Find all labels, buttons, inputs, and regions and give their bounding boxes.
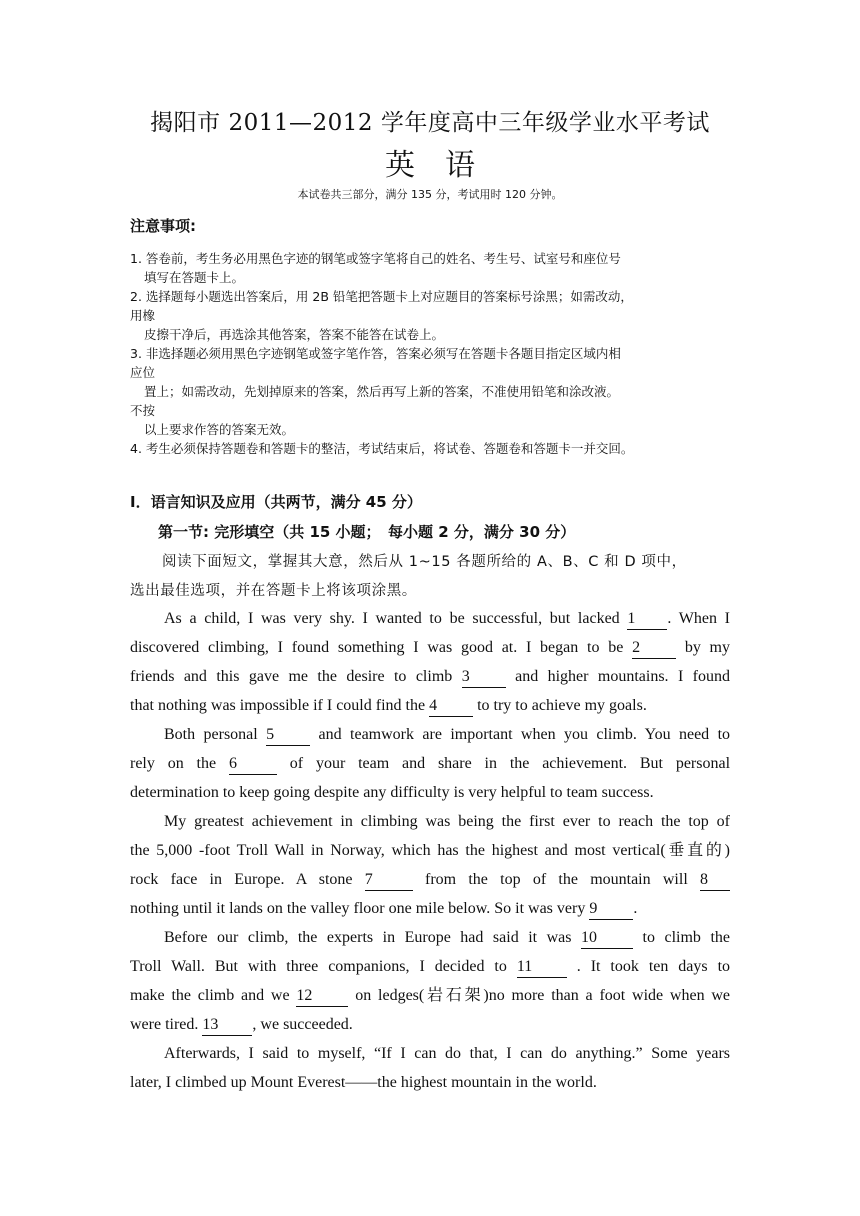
passage-line [130,807,730,836]
instruction-line: 阅读下面短文，掌握其大意，然后从 1~15 各题所给的 A、B、C 和 D 项中， [162,554,687,570]
passage-text: from the top of the mountain will [425,871,688,888]
blank-12: 12 [296,986,348,1007]
passage-text: friends and this gave me the desire to climb [130,668,453,685]
passage-text: the 5,000 -foot Troll Wall in Norway, which has the highest and most vertical(垂直的) [130,842,730,859]
passage-text: As a child, I was very shy. I wanted to be successful, but lacked [164,610,620,627]
passage-text: to try to achieve my goals. [477,697,647,714]
passage-line [130,778,730,807]
blank-7: 7 [365,870,413,891]
passage-line [130,1010,730,1039]
passage-text: were tired. [130,1016,199,1033]
passage-text: and teamwork are important when you climb. You need to [318,726,731,743]
notice-line: 4. 考生必须保持答题卷和答题卡的整洁，考试结束后，将试卷、答题卷和答题卡一并交回。 [130,441,634,456]
blank-13: 13 [202,1015,252,1036]
part-heading: I．语言知识及应用（共两节，满分 45 分） [130,493,422,511]
blank-8: 8 [700,870,730,891]
passage-text: on ledges(岩石架)no more than a foot wide when we [355,987,731,1004]
blank-9: 9 [589,899,633,920]
notice-line: 1. 答卷前，考生务必用黑色字迹的钢笔或签字笔将自己的姓名、考生号、试室号和座位号 [130,251,621,266]
passage-text: determination to keep going despite any difficulty is very helpful to team success. [130,784,654,801]
blank-2: 2 [632,638,676,659]
passage-text: rock face in Europe. A stone [130,871,353,888]
passage-text: make the climb and we [130,987,290,1004]
notice-line: 2. 选择题每小题选出答案后，用 2B 铅笔把答题卡上对应题目的答案标号涂黑；如需改动， [130,289,633,304]
notice-line: 填写在答题卡上。 [144,270,245,285]
passage-line [130,1039,730,1068]
passage-text: of your team and share in the achievement. But personal [289,755,731,772]
passage-text: by my [684,639,731,656]
passage-text: Afterwards, I said to myself, “If I can do that, I can do anything.” Some years [164,1045,730,1062]
passage-line [130,865,730,894]
cloze-passage [130,604,730,1097]
notice-line: 3. 非选择题必须用黑色字迹钢笔或签字笔作答，答案必须写在答题卡各题目指定区域内相 [130,346,621,361]
passage-text: . It took ten days to [576,958,731,975]
notice-line: 不按 [130,403,156,418]
section-heading: 第一节: 完形填空（共 15 小题； 每小题 2 分，满分 30 分） [158,523,576,541]
blank-1: 1 [627,609,667,630]
notice-line: 应位 [130,365,156,380]
passage-text: and higher mountains. I found [515,668,731,685]
notice-line: 置上；如需改动，先划掉原来的答案，然后再写上新的答案，不准使用铅笔和涂改液。 [144,384,620,399]
blank-11: 11 [517,957,567,978]
passage-line [130,720,730,749]
passage-text: nothing until it lands on the valley floor one mile below. So it was very [130,900,586,917]
passage-line [130,1068,730,1097]
exam-info: 本试卷共三部分，满分 135 分，考试用时 120 分钟。 [297,188,563,201]
passage-text: Both personal [164,726,258,743]
passage-line [130,923,730,952]
passage-line [130,604,730,633]
passage-line [130,633,730,662]
passage-text: . [633,900,638,917]
notice-list [130,249,735,458]
passage-text: My greatest achievement in climbing was being the first ever to reach the top of [164,813,730,830]
blank-3: 3 [462,667,506,688]
section-instructions [130,548,730,606]
instruction-line: 选出最佳选项，并在答题卡上将该项涂黑。 [130,583,417,599]
passage-text: , we succeeded. [252,1016,353,1033]
blank-4: 4 [429,696,473,717]
passage-text: Before our climb, the experts in Europe had said it was [164,929,572,946]
notice-heading: 注意事项: [130,217,196,235]
passage-line [130,662,730,691]
passage-line [130,952,730,981]
passage-text: to climb the [642,929,730,946]
notice-line: 皮擦干净后，再选涂其他答案，答案不能答在试卷上。 [144,327,445,342]
subject-title: 英 语 [385,148,475,183]
passage-line [130,691,730,720]
blank-5: 5 [266,725,310,746]
notice-line: 以上要求作答的答案无效。 [144,422,295,437]
exam-title: 揭阳市 2011—2012 学年度高中三年级学业水平考试 [150,110,710,136]
blank-10: 10 [581,928,633,949]
blank-6: 6 [229,754,277,775]
passage-line [130,749,730,778]
passage-text: later, I climbed up Mount Everest——the highest mountain in the world. [130,1074,597,1091]
passage-line [130,836,730,865]
passage-text: rely on the [130,755,217,772]
passage-line [130,981,730,1010]
passage-text: . When I [667,610,731,627]
passage-text: Troll Wall. But with three companions, I decided to [130,958,507,975]
passage-text: that nothing was impossible if I could find the [130,697,426,714]
passage-text: discovered climbing, I found something I was good at. I began to be [130,639,624,656]
notice-line: 用橡 [130,308,156,323]
passage-line [130,894,730,923]
